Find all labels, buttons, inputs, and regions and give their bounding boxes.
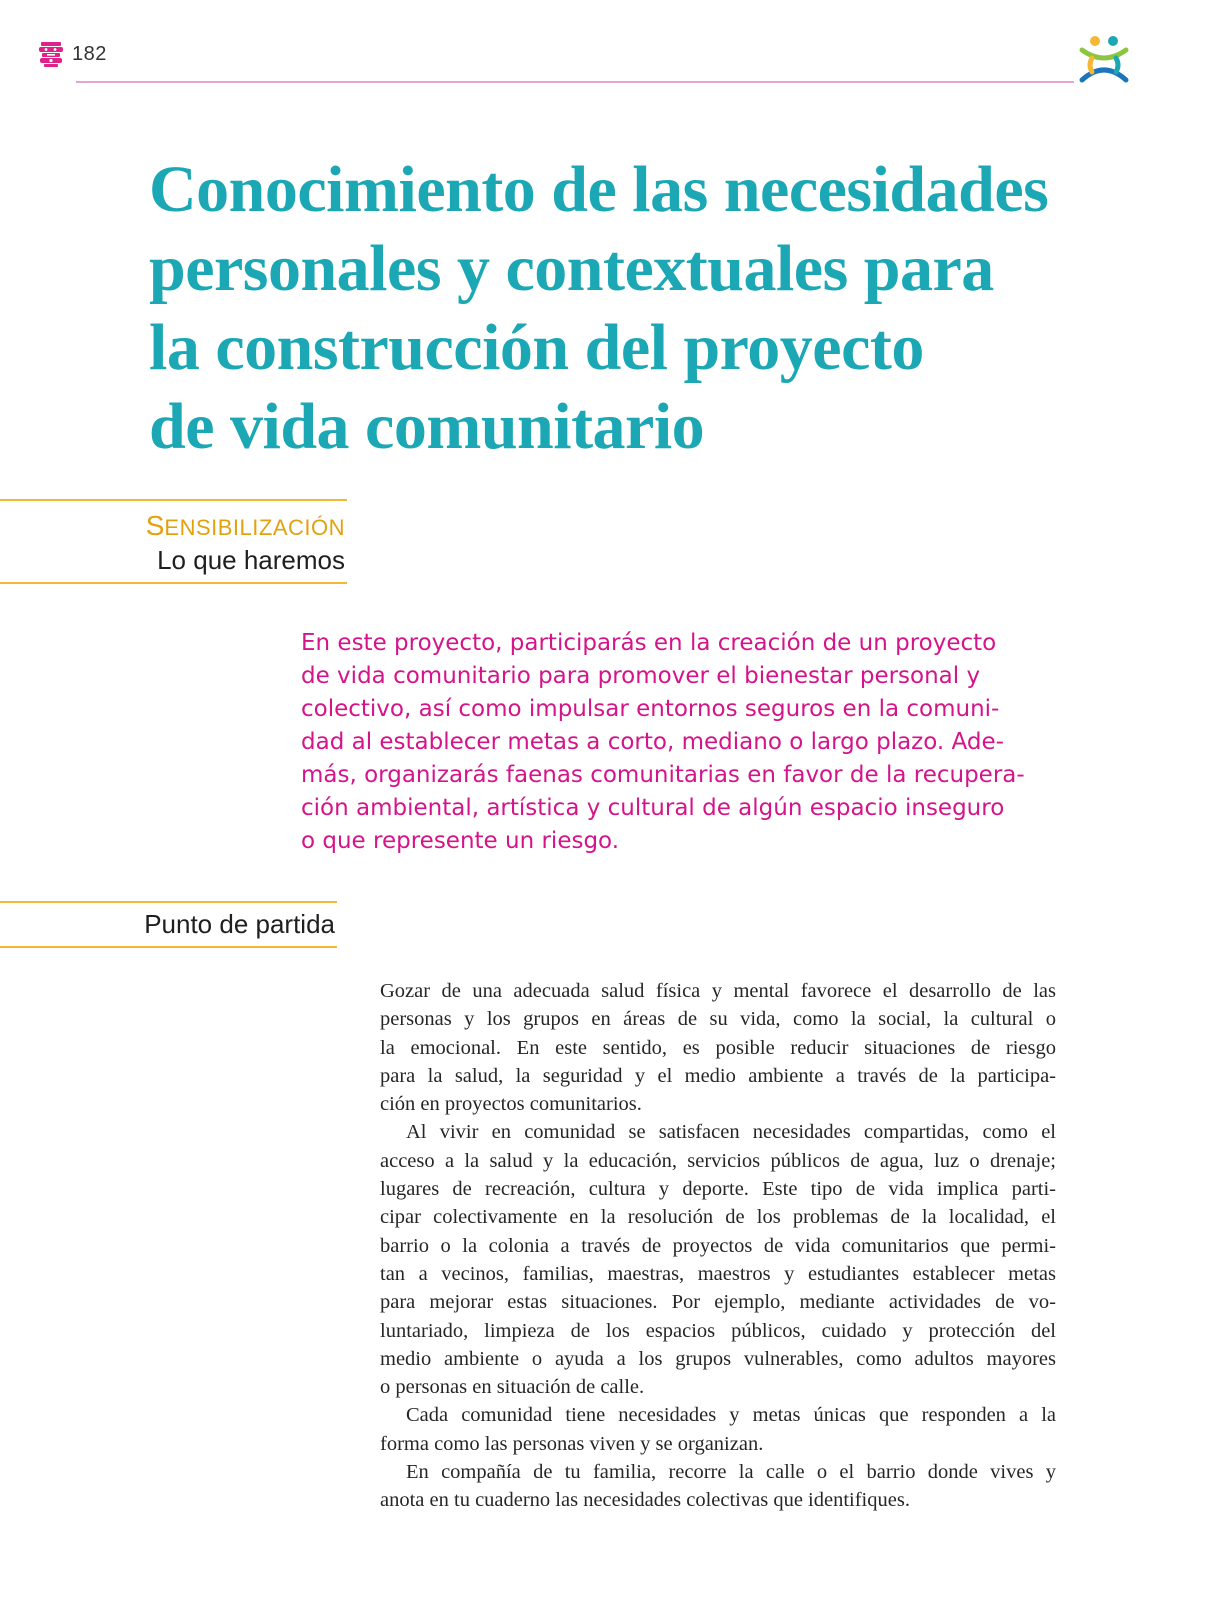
body-line: Cada comunidad tiene necesidades y metas únicas que responden a la <box>406 1404 1056 1427</box>
section-label-punto-de-partida: Punto de partida <box>144 909 335 939</box>
section-label-rest: ENSIBILIZACIÓN <box>164 515 345 540</box>
body-line: Gozar de una adecuada salud física y mental favorece el desarrollo de las <box>380 980 1056 1002</box>
title-line: Conocimiento de las necesidades <box>149 153 1049 226</box>
intro-line: de vida comunitario para promover el bienestar personal y <box>301 663 981 689</box>
page-number: 182 <box>72 43 107 65</box>
section-rule-bottom <box>0 582 347 584</box>
intro-line: colectivo, así como impulsar entornos seguros en la comuni- <box>301 696 1000 722</box>
body-line: En compañía de tu familia, recorre la calle o el barrio donde vives y <box>406 1461 1056 1484</box>
body-line: para mejorar estas situaciones. Por ejemplo, mediante actividades de vo- <box>380 1291 1056 1314</box>
body-paragraph <box>380 1401 1056 1458</box>
pink-glyph-emblem-icon <box>38 40 64 68</box>
intro-line: dad al establecer metas a corto, mediano o largo plazo. Ade- <box>301 729 1004 755</box>
intro-line: o que represente un riesgo. <box>301 828 620 854</box>
intro-line: ción ambiental, artística y cultural de algún espacio inseguro <box>301 795 1005 821</box>
body-paragraph <box>380 1118 1056 1401</box>
body-line: o personas en situación de calle. <box>380 1376 645 1399</box>
body-paragraph <box>380 1458 1056 1515</box>
body-line: la emocional. En este sentido, es posible reducir situaciones de riesgo <box>380 1036 1056 1059</box>
intro-paragraph <box>301 627 1025 858</box>
linked-figures-logo-icon <box>1078 32 1130 86</box>
body-line: lugares de recreación, cultura y deporte. Este tipo de vida implica parti- <box>380 1178 1056 1201</box>
body-paragraph <box>380 977 1056 1118</box>
body-line: tan a vecinos, familias, maestras, maestros y estudiantes establecer metas <box>380 1262 1056 1285</box>
body-text <box>380 977 1056 1515</box>
title-line: personales y contextuales para <box>149 232 994 305</box>
body-line: cipar colectivamente en la resolución de los problemas de la localidad, el <box>380 1206 1056 1229</box>
body-line: medio ambiente o ayuda a los grupos vulnerables, como adultos mayores <box>380 1347 1056 1370</box>
title-line: de vida comunitario <box>149 390 705 463</box>
section-rule-top <box>0 901 337 903</box>
page-header <box>0 0 1214 100</box>
section-label-sensibilizacion <box>0 508 345 546</box>
header-rule <box>76 81 1074 83</box>
body-line: anota en tu cuaderno las necesidades colectivas que identifiques. <box>380 1489 910 1512</box>
section-rule-bottom <box>0 946 337 948</box>
body-line: para la salud, la seguridad y el medio ambiente a través de la participa- <box>380 1064 1056 1087</box>
section-rule-top <box>0 499 347 501</box>
intro-line: En este proyecto, participarás en la creación de un proyecto <box>301 630 997 656</box>
page-title <box>149 150 1079 466</box>
intro-line: más, organizarás faenas comunitarias en favor de la recupera- <box>301 762 1025 788</box>
body-line: personas y los grupos en áreas de su vida, como la social, la cultural o <box>380 1008 1056 1031</box>
body-line: acceso a la salud y la educación, servicios públicos de agua, luz o drenaje; <box>380 1149 1056 1172</box>
body-line: barrio o la colonia a través de proyectos de vida comunitarios que permi- <box>380 1234 1056 1257</box>
body-line: forma como las personas viven y se organizan. <box>380 1432 764 1455</box>
section-sublabel: Lo que haremos <box>157 545 345 575</box>
title-line: la construcción del proyecto <box>149 311 924 384</box>
section-label-initial: S <box>145 510 165 541</box>
body-line: Al vivir en comunidad se satisfacen necesidades compartidas, como el <box>406 1121 1056 1144</box>
body-line: luntariado, limpieza de los espacios públicos, cuidado y protección del <box>380 1319 1056 1342</box>
body-line: ción en proyectos comunitarios. <box>380 1093 642 1116</box>
